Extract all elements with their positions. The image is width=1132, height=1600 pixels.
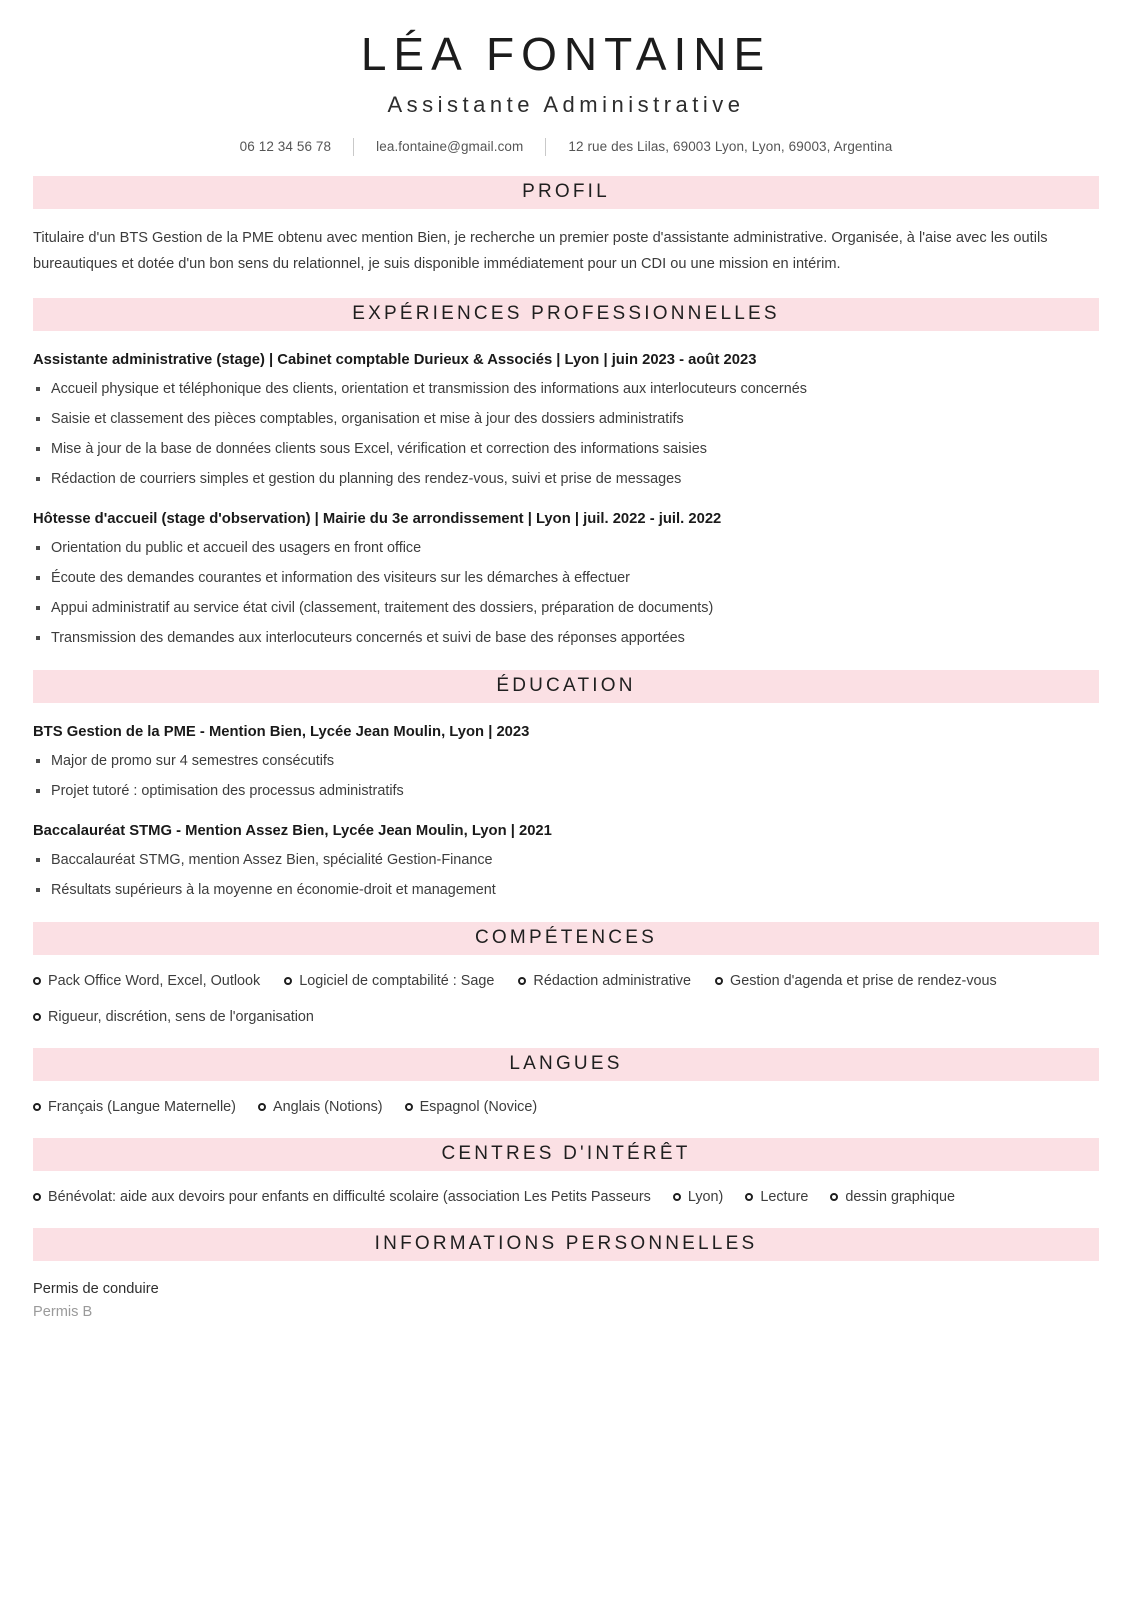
experience-entry-title: Assistante administrative (stage) | Cabinet comptable Durieux & Associés | Lyon | juin 2023 - août 2023 — [33, 351, 757, 368]
list-item — [33, 598, 1099, 619]
personal-info-item — [33, 1278, 1099, 1324]
langue-label: Espagnol (Novice) — [419, 1098, 538, 1115]
section-header-competences — [33, 922, 1099, 955]
langue-label: Français (Langue Maternelle) — [48, 1098, 236, 1115]
list-item-text: Accueil physique et téléphonique des clients, orientation et transmission des informations aux interlocuteurs concernés — [51, 380, 807, 397]
section-body-langues — [33, 1097, 1099, 1117]
list-item — [33, 568, 1099, 589]
ring-bullet-icon — [715, 977, 723, 985]
list-item — [33, 409, 1099, 430]
list-item-text: Écoute des demandes courantes et information des visiteurs sur les démarches à effectuer — [51, 569, 630, 586]
langues-tag-list — [33, 1097, 1099, 1117]
square-bullet-icon — [36, 858, 40, 862]
education-bullet-list — [33, 850, 1099, 901]
experience-bullet-list — [33, 538, 1099, 649]
education-bullet-list — [33, 751, 1099, 802]
experience-bullet-list — [33, 379, 1099, 490]
section-title-informations: INFORMATIONS PERSONNELLES — [374, 1233, 758, 1255]
profile-summary-text: Titulaire d'un BTS Gestion de la PME obtenu avec mention Bien, je recherche un premier poste d'assistante administrative. Organisée, à l'aise avec les outils bureautiques et dotée d'un bon sens du relationnel, je suis disponible immédiatement pour un CDI ou une mission en intérim. — [33, 229, 1048, 272]
competence-tag — [33, 971, 260, 991]
list-item-text: Major de promo sur 4 semestres consécutifs — [51, 752, 335, 769]
interet-label: Bénévolat: aide aux devoirs pour enfants en difficulté scolaire (association Les Petits Passeurs — [48, 1188, 651, 1205]
interet-label: dessin graphique — [845, 1188, 955, 1205]
square-bullet-icon — [36, 417, 40, 421]
interet-tag — [830, 1187, 955, 1207]
list-item-text: Résultats supérieurs à la moyenne en économie-droit et management — [51, 881, 496, 898]
ring-bullet-icon — [745, 1193, 753, 1201]
ring-bullet-icon — [33, 1013, 41, 1021]
experience-entry — [33, 350, 1099, 490]
ring-bullet-icon — [33, 1103, 41, 1111]
education-entry-title: Baccalauréat STMG - Mention Assez Bien, Lycée Jean Moulin, Lyon | 2021 — [33, 822, 552, 839]
competence-label: Logiciel de comptabilité : Sage — [299, 972, 495, 989]
section-header-langues — [33, 1048, 1099, 1081]
square-bullet-icon — [36, 888, 40, 892]
competence-tag — [518, 971, 691, 991]
square-bullet-icon — [36, 546, 40, 550]
section-body-informations — [33, 1278, 1099, 1324]
list-item-text: Baccalauréat STMG, mention Assez Bien, spécialité Gestion-Finance — [51, 851, 493, 868]
candidate-name: LÉA FONTAINE — [360, 28, 772, 80]
competence-label: Pack Office Word, Excel, Outlook — [48, 972, 261, 989]
list-item-text: Rédaction de courriers simples et gestion du planning des rendez-vous, suivi et prise de messages — [51, 470, 682, 487]
section-body-profil — [33, 225, 1099, 277]
contact-phone: 06 12 34 56 78 — [239, 139, 332, 155]
section-title-experiences: EXPÉRIENCES PROFESSIONNELLES — [352, 303, 780, 325]
list-item — [33, 538, 1099, 559]
competence-label: Rédaction administrative — [533, 972, 691, 989]
ring-bullet-icon — [405, 1103, 413, 1111]
education-entry — [33, 722, 1099, 802]
ring-bullet-icon — [673, 1193, 681, 1201]
section-title-education: ÉDUCATION — [496, 675, 636, 697]
contact-email: lea.fontaine@gmail.com — [376, 139, 524, 155]
list-item-text: Appui administratif au service état civil (classement, traitement des dossiers, préparation de documents) — [51, 599, 714, 616]
list-item — [33, 880, 1099, 901]
competence-label: Gestion d'agenda et prise de rendez-vous — [730, 972, 997, 989]
resume-header — [0, 0, 1132, 156]
list-item-text: Projet tutoré : optimisation des processus administratifs — [51, 782, 404, 799]
experience-entry — [33, 509, 1099, 649]
list-item — [33, 379, 1099, 400]
square-bullet-icon — [36, 477, 40, 481]
list-item-text: Orientation du public et accueil des usagers en front office — [51, 539, 422, 556]
list-item — [33, 751, 1099, 772]
personal-info-label: Permis de conduire — [33, 1280, 159, 1297]
interet-label: Lyon) — [687, 1188, 724, 1205]
square-bullet-icon — [36, 447, 40, 451]
section-body-education — [33, 722, 1099, 901]
ring-bullet-icon — [830, 1193, 838, 1201]
list-item — [33, 781, 1099, 802]
education-entry-title: BTS Gestion de la PME - Mention Bien, Lycée Jean Moulin, Lyon | 2023 — [33, 723, 530, 740]
competences-tag-list — [33, 971, 1099, 1027]
square-bullet-icon — [36, 636, 40, 640]
competence-tag — [33, 1007, 314, 1027]
section-header-informations — [33, 1228, 1099, 1261]
interets-tag-list — [33, 1187, 1099, 1207]
section-title-profil: PROFIL — [522, 181, 610, 203]
section-body-competences — [33, 971, 1099, 1027]
langue-tag — [405, 1097, 538, 1117]
square-bullet-icon — [36, 759, 40, 763]
section-body-experiences — [33, 350, 1099, 649]
list-item — [33, 628, 1099, 649]
square-bullet-icon — [36, 789, 40, 793]
ring-bullet-icon — [518, 977, 526, 985]
ring-bullet-icon — [33, 977, 41, 985]
contact-bar — [0, 138, 1132, 156]
langue-tag — [258, 1097, 383, 1117]
personal-info-value: Permis B — [33, 1303, 93, 1320]
section-header-education — [33, 670, 1099, 703]
interet-tag — [673, 1187, 723, 1207]
square-bullet-icon — [36, 576, 40, 580]
square-bullet-icon — [36, 606, 40, 610]
education-entry — [33, 821, 1099, 901]
competence-label: Rigueur, discrétion, sens de l'organisation — [48, 1008, 314, 1025]
langue-tag — [33, 1097, 236, 1117]
interet-tag — [745, 1187, 808, 1207]
section-header-profil — [33, 176, 1099, 209]
square-bullet-icon — [36, 387, 40, 391]
competence-tag — [715, 971, 997, 991]
contact-address: 12 rue des Lilas, 69003 Lyon, Lyon, 69003, Argentina — [568, 139, 893, 155]
section-title-langues: LANGUES — [509, 1053, 623, 1075]
section-header-interets — [33, 1138, 1099, 1171]
list-item — [33, 439, 1099, 460]
candidate-job-title: Assistante Administrative — [387, 91, 745, 117]
experience-entry-title: Hôtesse d'accueil (stage d'observation) | Mairie du 3e arrondissement | Lyon | juil. 2022 - juil. 2022 — [33, 510, 722, 527]
list-item — [33, 469, 1099, 490]
langue-label: Anglais (Notions) — [272, 1098, 383, 1115]
ring-bullet-icon — [284, 977, 292, 985]
competence-tag — [284, 971, 494, 991]
section-header-experiences — [33, 298, 1099, 331]
interet-label: Lecture — [760, 1188, 809, 1205]
section-body-interets — [33, 1187, 1099, 1207]
list-item-text: Mise à jour de la base de données clients sous Excel, vérification et correction des informations saisies — [51, 440, 707, 457]
ring-bullet-icon — [258, 1103, 266, 1111]
section-title-competences: COMPÉTENCES — [475, 927, 657, 949]
interet-tag — [33, 1187, 651, 1207]
ring-bullet-icon — [33, 1193, 41, 1201]
list-item-text: Transmission des demandes aux interlocuteurs concernés et suivi de base des réponses apportées — [51, 629, 685, 646]
list-item — [33, 850, 1099, 871]
list-item-text: Saisie et classement des pièces comptables, organisation et mise à jour des dossiers administratifs — [51, 410, 684, 427]
section-title-interets: CENTRES D'INTÉRÊT — [441, 1143, 691, 1165]
